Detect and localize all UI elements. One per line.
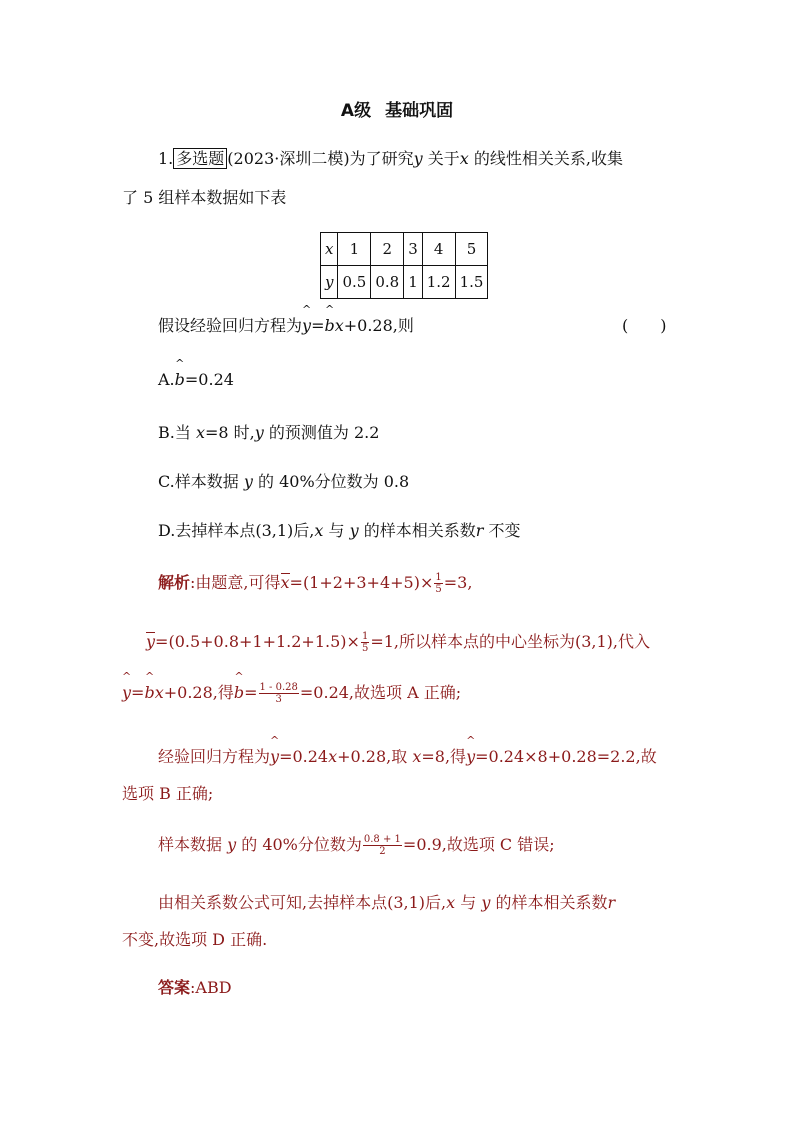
analysis-text: 由相关系数公式可知,去掉样本点(3,1)后, bbox=[158, 893, 447, 912]
option-text: 不变 bbox=[483, 521, 521, 540]
analysis-text: 与 bbox=[455, 893, 482, 912]
fraction-numerator: 1 bbox=[435, 572, 442, 583]
analysis-text: =3, bbox=[443, 573, 473, 592]
analysis-line-4 bbox=[158, 744, 657, 767]
analysis-text: :由题意,可得 bbox=[190, 573, 281, 592]
var-hat: ^ y bbox=[270, 747, 279, 766]
analysis-line-6 bbox=[158, 832, 555, 857]
analysis-text: =8,得 bbox=[421, 747, 467, 766]
table-cell: 3 bbox=[404, 233, 423, 266]
var: y bbox=[227, 835, 237, 854]
var: x bbox=[412, 747, 422, 766]
analysis-line-5: 选项 B 正确; bbox=[122, 784, 214, 803]
fraction bbox=[363, 834, 402, 857]
analysis-text: = bbox=[244, 683, 258, 702]
option-d bbox=[158, 518, 520, 541]
var: x bbox=[314, 521, 324, 540]
table-header-y: y bbox=[321, 266, 338, 299]
fraction bbox=[259, 682, 299, 705]
fraction-numerator: 1 - 0.28 bbox=[259, 682, 298, 693]
var: y bbox=[413, 149, 423, 168]
analysis-text: =(1+2+3+4+5)× bbox=[289, 573, 434, 592]
analysis-text: =1,所以样本点的中心坐标为(3,1),代入 bbox=[370, 632, 651, 651]
var-hat: ^ b bbox=[175, 370, 185, 389]
option-text: =0.24 bbox=[184, 370, 234, 389]
stem-text: = bbox=[311, 316, 325, 335]
question-stem-line2: 了 5 组样本数据如下表 bbox=[122, 188, 287, 207]
table-row bbox=[321, 233, 488, 266]
table-cell: 5 bbox=[455, 233, 488, 266]
table-cell: 2 bbox=[371, 233, 404, 266]
option-c bbox=[158, 469, 409, 492]
fraction-numerator: 0.8 + 1 bbox=[363, 834, 401, 845]
section-title bbox=[0, 96, 794, 121]
stem-text: 为了研究 bbox=[349, 149, 414, 168]
section-title-name: 基础巩固 bbox=[385, 101, 454, 121]
var-hat: ^ b bbox=[234, 683, 244, 702]
option-text: 的 40%分位数为 0.8 bbox=[252, 472, 410, 491]
option-label: C.样本数据 bbox=[158, 472, 244, 491]
question-source: (2023·深圳二模) bbox=[227, 149, 350, 168]
table-header-x: x bbox=[321, 233, 338, 266]
var-bar: y bbox=[146, 632, 156, 651]
answer-value: :ABD bbox=[190, 978, 232, 997]
analysis-text: +0.28,取 bbox=[337, 747, 413, 766]
analysis-line-7 bbox=[158, 890, 615, 913]
option-label: B.当 bbox=[158, 423, 196, 442]
analysis-line-3 bbox=[122, 680, 461, 705]
analysis-text: =0.24 bbox=[279, 747, 329, 766]
var: r bbox=[607, 893, 616, 912]
var-hat: ^ y bbox=[466, 747, 475, 766]
stem-text: +0.28,则 bbox=[343, 316, 414, 335]
table-cell: 1.2 bbox=[422, 266, 455, 299]
analysis-text: 的样本相关系数 bbox=[490, 893, 608, 912]
var: x bbox=[154, 683, 164, 702]
var-hat: ^ y bbox=[122, 683, 131, 702]
option-text: =8 时, bbox=[204, 423, 255, 442]
analysis-text: 样本数据 bbox=[158, 835, 228, 854]
answer-label: 答案 bbox=[158, 978, 191, 997]
question-stem-line1 bbox=[158, 146, 623, 169]
option-b bbox=[158, 420, 379, 443]
regression-assumption bbox=[158, 313, 414, 336]
fraction-denominator: 5 bbox=[435, 584, 442, 595]
answer-line bbox=[158, 975, 232, 998]
analysis-text: =(0.5+0.8+1+1.2+1.5)× bbox=[155, 632, 360, 651]
analysis-text: =0.9,故选项 C 错误; bbox=[402, 835, 555, 854]
analysis-text: =0.24×8+0.28=2.2,故 bbox=[475, 747, 657, 766]
answer-bracket: ( ) bbox=[622, 316, 667, 335]
table-cell: 4 bbox=[422, 233, 455, 266]
analysis-text: 经验回归方程为 bbox=[158, 747, 271, 766]
analysis-text: +0.28,得 bbox=[163, 683, 234, 702]
table-cell: 1.5 bbox=[455, 266, 488, 299]
analysis-text: =0.24,故选项 A 正确; bbox=[299, 683, 462, 702]
sample-data-table bbox=[320, 232, 488, 299]
var: y bbox=[481, 893, 491, 912]
table-cell: 0.8 bbox=[371, 266, 404, 299]
stem-text: 的线性相关关系,收集 bbox=[468, 149, 623, 168]
analysis-line-8: 不变,故选项 D 正确. bbox=[122, 930, 268, 949]
fraction bbox=[434, 572, 442, 595]
stem-text: 关于 bbox=[422, 149, 460, 168]
option-text: 的预测值为 2.2 bbox=[263, 423, 380, 442]
table-row bbox=[321, 266, 488, 299]
var: y bbox=[349, 521, 359, 540]
option-text: 与 bbox=[323, 521, 350, 540]
var: y bbox=[243, 472, 253, 491]
var-hat: ^ b bbox=[144, 683, 154, 702]
stem-text: 假设经验回归方程为 bbox=[158, 316, 303, 335]
var: x bbox=[459, 149, 469, 168]
option-text: 的样本相关系数 bbox=[358, 521, 476, 540]
analysis-line-1 bbox=[158, 570, 472, 595]
analysis-label: 解析 bbox=[158, 573, 191, 592]
option-label: D.去掉样本点(3,1)后, bbox=[158, 521, 315, 540]
fraction bbox=[361, 631, 369, 654]
analysis-line-2 bbox=[146, 629, 650, 654]
fraction-denominator: 2 bbox=[379, 846, 386, 857]
table-cell: 0.5 bbox=[338, 266, 371, 299]
var-hat: ^ b bbox=[324, 316, 334, 335]
option-label: A. bbox=[158, 370, 175, 389]
fraction-numerator: 1 bbox=[361, 631, 369, 642]
section-title-level: A级 bbox=[340, 101, 372, 121]
analysis-text: = bbox=[131, 683, 145, 702]
table-cell: 1 bbox=[338, 233, 371, 266]
option-a bbox=[158, 370, 234, 389]
question-number: 1. bbox=[158, 149, 174, 168]
question-type-tag: 多选题 bbox=[173, 148, 227, 169]
var: y bbox=[254, 423, 264, 442]
var: r bbox=[475, 521, 484, 540]
var: x bbox=[328, 747, 338, 766]
table-cell: 1 bbox=[404, 266, 423, 299]
var: x bbox=[334, 316, 344, 335]
var: x bbox=[446, 893, 456, 912]
fraction-denominator: 3 bbox=[275, 694, 282, 705]
var-bar: x bbox=[280, 573, 290, 592]
fraction-denominator: 5 bbox=[361, 643, 369, 654]
var: x bbox=[195, 423, 205, 442]
var-hat: ^ y bbox=[302, 316, 311, 335]
analysis-text: 的 40%分位数为 bbox=[236, 835, 362, 854]
